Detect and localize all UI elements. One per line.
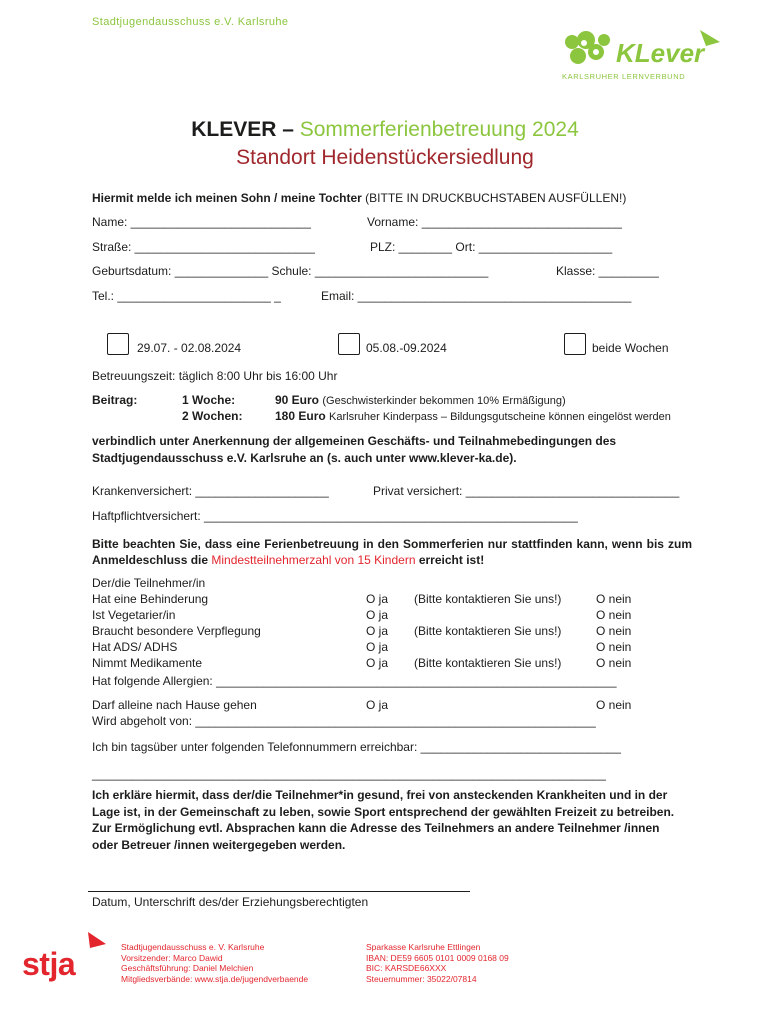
- erklaerung-line2: Lage ist, in der Gemeinschaft zu leben, sowie Sport entsprechend der gewählten Freizeit zu betreiben.: [92, 805, 675, 819]
- teilnehmer-row: [92, 640, 692, 654]
- row-ja-option[interactable]: O ja: [366, 624, 389, 638]
- nachhause-ja-option[interactable]: O ja: [366, 698, 389, 712]
- intro-line: [92, 191, 626, 205]
- footer-right-line: Sparkasse Karlsruhe Ettlingen: [366, 942, 481, 952]
- abgeholt-field[interactable]: Wird abgeholt von: ____________________________________________________________: [92, 714, 596, 728]
- klever-logo-text: KLever: [616, 38, 705, 68]
- email-field[interactable]: Email: _________________________________________: [321, 289, 632, 303]
- krankenversichert-field[interactable]: Krankenversichert: ____________________: [92, 484, 329, 498]
- both-weeks-checkbox[interactable]: [564, 333, 586, 355]
- week2-checkbox[interactable]: [338, 333, 360, 355]
- footer-org-info: [121, 942, 308, 984]
- title-prefix: KLEVER –: [191, 118, 300, 141]
- row-nein-option[interactable]: O nein: [596, 592, 632, 606]
- week1-label: 29.07. - 02.08.2024: [137, 341, 242, 355]
- allergien-field[interactable]: Hat folgende Allergien: ____________________________________________________________: [92, 674, 617, 688]
- haftpflicht-field[interactable]: Haftpflichtversichert: ________________________________________________________: [92, 509, 578, 523]
- row-nein-option[interactable]: O nein: [596, 624, 632, 638]
- both-weeks-label: beide Wochen: [592, 341, 669, 355]
- footer-left-line: Geschäftsführung: Daniel Melchien: [121, 963, 254, 973]
- row-nein-option[interactable]: O nein: [596, 656, 632, 670]
- verbindlich-line2: Stadtjugendausschuss e.V. Karlsruhe an (s. auch unter www.klever-ka.de).: [92, 451, 517, 465]
- beitrag-week2-label: 2 Wochen:: [182, 409, 243, 423]
- vorname-field[interactable]: Vorname: ______________________________: [367, 215, 622, 229]
- geburtsdatum-schule-field[interactable]: Geburtsdatum: ______________ Schule: __________________________: [92, 264, 489, 278]
- row-label: Nimmt Medikamente: [92, 656, 203, 670]
- strasse-field[interactable]: Straße: ___________________________: [92, 240, 315, 254]
- title-location: Standort Heidenstückersiedlung: [236, 146, 534, 169]
- title-accent: Sommerferienbetreuung 2024: [299, 118, 579, 141]
- betreuungszeit: Betreuungszeit: täglich 8:00 Uhr bis 16:00 Uhr: [92, 369, 338, 383]
- signature-label: Datum, Unterschrift des/der Erziehungsberechtigten: [92, 895, 369, 909]
- klever-logo: [560, 28, 720, 86]
- hinweis-text: Bitte beachten Sie, dass eine Ferienbetreuung in den Sommerferien nur stattfinden kann, wenn bis zum Anmeldeschluss die: [92, 537, 692, 567]
- row-ja-option[interactable]: O ja: [366, 608, 389, 622]
- privat-versichert-field[interactable]: Privat versichert: ________________________________: [373, 484, 680, 498]
- row-ja-option[interactable]: O ja: [366, 640, 389, 654]
- klasse-field[interactable]: Klasse: _________: [556, 264, 659, 278]
- tel-field[interactable]: Tel.: _______________________ _: [92, 289, 281, 303]
- telefon-field[interactable]: Ich bin tagsüber unter folgenden Telefonnummern erreichbar: ______________________________: [92, 740, 621, 754]
- intro-bold: Hiermit melde ich meinen Sohn / meine Tochter: [92, 191, 366, 205]
- beitrag-week2-price: [275, 409, 671, 423]
- signature-line[interactable]: [88, 891, 470, 892]
- row-label: Hat eine Behinderung: [92, 592, 209, 606]
- teilnehmer-heading: Der/die Teilnehmer/in: [92, 576, 206, 590]
- telefon-field-line2[interactable]: _____________________________________________________________________________: [92, 767, 606, 781]
- beitrag-week2-note: Karlsruher Kinderpass – Bildungsgutscheine können eingelöst werden: [329, 411, 671, 423]
- footer-right-line: BIC: KARSDE66XXX: [366, 963, 447, 973]
- name-field[interactable]: Name: ___________________________: [92, 215, 311, 229]
- footer-right-line: IBAN: DE59 6605 0101 0009 0168 09: [366, 952, 509, 963]
- row-label: Ist Vegetarier/in: [92, 608, 176, 622]
- row-note: (Bitte kontaktieren Sie uns!): [414, 656, 562, 670]
- plz-ort-field[interactable]: PLZ: ________ Ort: ____________________: [370, 240, 613, 254]
- teilnehmer-row: [92, 608, 692, 622]
- beitrag-week1-price: [275, 393, 566, 407]
- beitrag-week2-amount: 180 Euro: [275, 409, 326, 423]
- beitrag-week1-amount: 90 Euro: [275, 393, 320, 407]
- row-ja-option[interactable]: O ja: [366, 592, 389, 606]
- erklaerung-line4: oder Betreuer /innen weitergegeben werden.: [92, 838, 346, 852]
- hinweis-end: erreicht ist!: [415, 553, 485, 567]
- row-nein-option[interactable]: O nein: [596, 608, 632, 622]
- row-label: Hat ADS/ ADHS: [92, 640, 178, 654]
- row-nein-option[interactable]: O nein: [596, 640, 632, 654]
- erklaerung-line3: Zur Ermöglichung evtl. Absprachen kann die Adresse des Teilnehmers an andere Teilnehmer /innen: [92, 821, 660, 835]
- erklaerung-line1: Ich erkläre hiermit, dass der/die Teilnehmer*in gesund, frei von ansteckenden Krankheiten und in der: [92, 788, 668, 802]
- row-note: (Bitte kontaktieren Sie uns!): [414, 592, 562, 606]
- header-org: Stadtjugendausschuss e.V. Karlsruhe: [92, 16, 289, 28]
- beitrag-week1-label: 1 Woche:: [182, 393, 236, 407]
- week2-label: 05.08.-09.2024: [366, 341, 447, 355]
- beitrag-label: Beitrag:: [92, 393, 138, 407]
- nachhause-nein-option[interactable]: O nein: [596, 698, 632, 712]
- hinweis-mindestteilnehmer: Mindestteilnehmerzahl von 15 Kindern: [211, 553, 416, 567]
- row-label: Braucht besondere Verpflegung: [92, 624, 261, 638]
- footer-right-line: Steuernummer: 35022/07814: [366, 973, 477, 984]
- stja-logo: [22, 930, 112, 990]
- teilnehmer-row: [92, 624, 692, 638]
- footer-left-line: Vorsitzender: Marco Dawid: [121, 952, 223, 963]
- footer-bank-info: [366, 942, 509, 984]
- intro-note: (BITTE IN DRUCKBUCHSTABEN AUSFÜLLEN!): [365, 191, 627, 205]
- row-ja-option[interactable]: O ja: [366, 656, 389, 670]
- stja-logo-text: stja: [22, 946, 76, 982]
- klever-logo-subtitle: KARLSRUHER LERNVERBUND: [562, 72, 686, 81]
- anmeldeschluss-hinweis: [92, 536, 692, 568]
- verbindlich-line1: verbindlich unter Anerkennung der allgemeinen Geschäfts- und Teilnahmebedingungen des: [92, 434, 617, 448]
- footer-left-line: Stadtjugendausschuss e. V. Karlsruhe: [121, 942, 265, 952]
- row-note: (Bitte kontaktieren Sie uns!): [414, 624, 562, 638]
- teilnehmer-row: [92, 592, 692, 606]
- page-title: [0, 118, 770, 142]
- teilnehmer-row: [92, 656, 692, 670]
- week1-checkbox[interactable]: [107, 333, 129, 355]
- footer-left-line: Mitgliedsverbände: www.stja.de/jugendverbaende: [121, 973, 309, 984]
- beitrag-week1-note: (Geschwisterkinder bekommen 10% Ermäßigung): [322, 395, 566, 407]
- nachhause-label: Darf alleine nach Hause gehen: [92, 698, 257, 712]
